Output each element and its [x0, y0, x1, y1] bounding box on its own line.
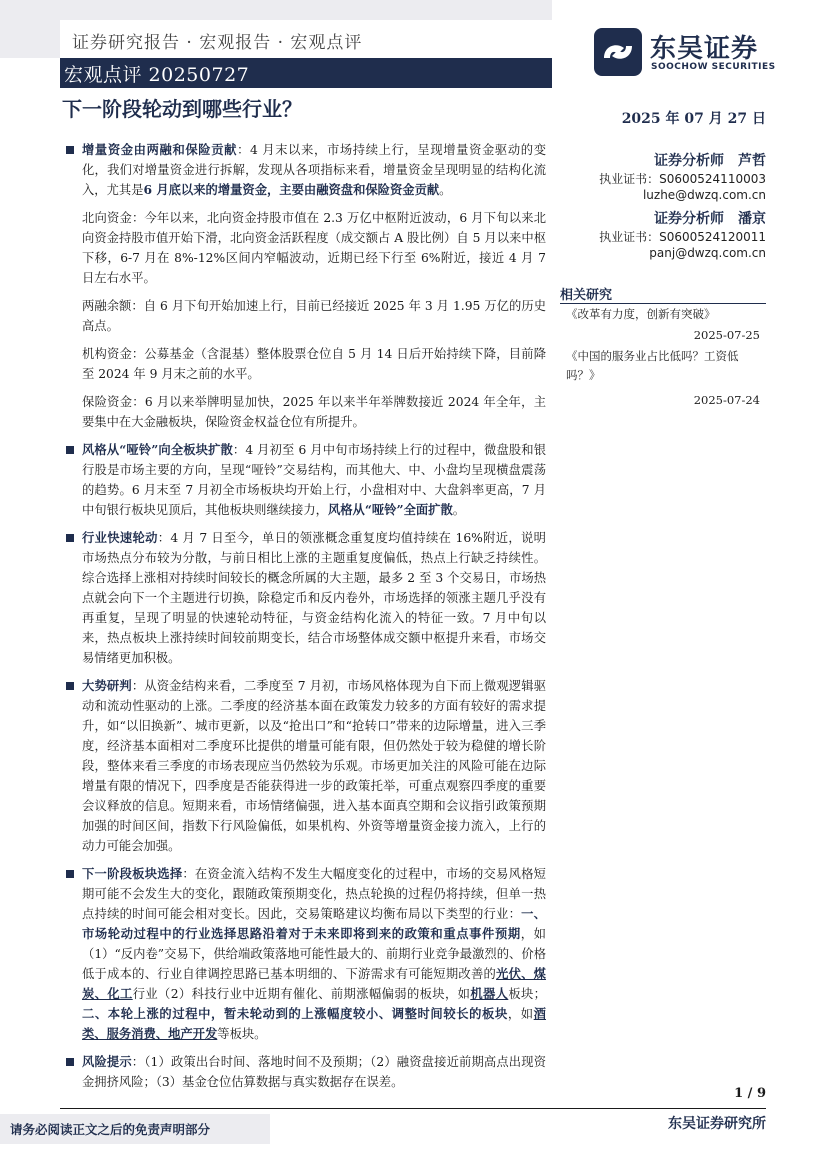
section-text: ：4 月末以来，市场持续上行，呈现增量资金驱动的变化，我们对增量资金进行拆解，发现从各项指标来看，增量资金呈现明显的结构化流入，尤其是 [82, 143, 546, 197]
related-research-item-2[interactable]: 《中国的服务业占比低吗？工资低吗？》 [566, 349, 739, 382]
section-text: ：4 月 7 日至今，单日的领涨概念重复度均值持续在 16%附近，说明市场热点分布较为分散，与前日相比上涨的主题重复度偏低，热点上行缺乏持续性。综合选择上涨相对持续时间较长的概念所属的大主题，最多 2 至 3 个交易日，市场热点就会向下一个主题进行切换，除稳定币和反内卷外，市场选择的领涨主题几乎没有再重复，呈现了明显的快速轮动特征，与资金结构化流入的特征一致。7 月中旬以来，热点板块上涨持续时间较前期变长，结合市场整体成交额中枢提升来看，市场交易情绪更加积极。 [82, 531, 546, 665]
section-text: ：（1）政策出台时间、落地时间不及预期；（2）融资盘接近前期高点出现资金拥挤风险；（3）基金仓位估算数据与真实数据存在误差。 [82, 1055, 546, 1089]
section-text: ：从资金结构来看，二季度至 7 月初，市场风格体现为自下而上微观逻辑驱动和流动性驱动的上涨。二季度的经济基本面在政策发力较多的方面有较好的需求提升，如“以旧换新”、城市更新，以及“抢出口”和“抢转口”带来的边际增量，进入三季度，经济基本面相对二季度环比提供的增量可能有限，但仍然处于较为稳健的增长阶段，整体来看三季度的市场表现应当仍然较为乐观。市场更加关注的风险可能在边际增量有限的情况下，四季度是否能获得进一步的政策托举，可重点观察四季度的重要会议释放的信息。短期来看，市场情绪偏强，进入基本面真空期和会议指引政策预期加强的时间区间，指数下行风险偏低，如果机构、外资等增量资金接力流入，上行的动力可能会加强。 [82, 679, 546, 853]
bullet-square-icon [66, 146, 74, 154]
section-highlight: 风格从“哑铃”全面扩散 [327, 502, 453, 517]
section-highlight: 6 月底以来的增量资金，主要由融资盘和保险资金贡献 [143, 182, 440, 197]
report-date: 2025 年 07 月 27 日 [621, 111, 766, 127]
section-sector-selection [66, 864, 546, 1044]
section-fast-rotation [66, 528, 546, 668]
bullet-square-icon [66, 534, 74, 542]
section-text: 板块； [508, 987, 546, 1001]
footer-divider [60, 1108, 766, 1109]
page-number: 1 / 9 [734, 1086, 766, 1101]
section-risk-warning [66, 1052, 546, 1092]
section-lead: 大势研判 [82, 678, 132, 693]
section-text: ，如 [507, 1007, 534, 1021]
analyst-1-title: 证券分析师 芦哲 [654, 153, 766, 169]
section-text: ，如（1）“反内卷”交易下，供给端政策落地可能性最大的、前期行业竞争最激烈的、价格低于成本的、行业自律调控思路已基本明细的、下游需求有可能短期改善的 [82, 927, 546, 981]
section-text: ：在资金流入结构不发生大幅度变化的过程中，市场的交易风格短期可能不会发生大的变化，跟随政策预期变化，热点轮换的过程仍将持续，但单一热点持续的时间可能会相对变长。因此，交易策略建议均衡布局以下类型的行业： [82, 867, 546, 921]
institute-name: 东吴证券研究所 [668, 1116, 766, 1132]
section-text: 行业（2）科技行业中近期有催化、前期涨幅偏弱的板块，如 [132, 987, 471, 1001]
related-research-item-1[interactable]: 《改革有力度，创新有突破》 [566, 307, 716, 321]
sector-tag: 酒类、服务消费、地产开发 [82, 1006, 546, 1041]
section-lead: 风格从“哑铃”向全板块扩散 [82, 442, 233, 457]
paragraph-margin-balance: 两融余额：自 6 月下旬开始加速上行，目前已经接近 2025 年 3 月 1.95 万亿的历史高点。 [82, 299, 546, 333]
section-lead: 下一阶段板块选择 [82, 866, 183, 881]
related-research-divider [560, 303, 766, 304]
section-highlight: 二、本轮上涨的过程中，暂未轮动到的上涨幅度较小、调整时间较长的板块 [82, 1006, 508, 1021]
sector-tag: 机器人 [470, 986, 509, 1001]
section-lead: 增量资金由两融和保险贡献 [82, 142, 238, 157]
bullet-square-icon [66, 682, 74, 690]
section-text-end: 。 [439, 183, 452, 197]
paragraph-institutional-funds: 机构资金：公募基金（含混基）整体股票仓位自 5 月 14 日后开始持续下降，目前降至 2024 年 9 月末之前的水平。 [82, 347, 546, 381]
section-style-diffusion [66, 440, 546, 520]
section-lead: 风险提示 [82, 1054, 132, 1069]
section-highlight: 一、市场轮动过程中的行业选择思路沿着对于未来即将到来的政策和重点事件预期 [82, 906, 546, 941]
logo-english-name: SOOCHOW SECURITIES [651, 62, 776, 72]
analyst-1-email[interactable]: luzhe@dwzq.com.cn [642, 188, 766, 202]
logo-chinese-name: 东吴证券 [650, 34, 759, 64]
report-series-label: 宏观点评 20250727 [64, 64, 250, 86]
section-text-end: 。 [452, 503, 466, 517]
analyst-2-title: 证券分析师 潘京 [654, 211, 766, 227]
related-research-item-2-date: 2025-07-24 [693, 393, 760, 407]
paragraph-northbound: 北向资金：今年以来，北向资金持股市值在 2.3 万亿中枢附近波动，6 月下旬以来北向资金持股市值开始下滑，北向资金活跃程度（成交额占 A 股比例）自 5 月以来中枢下移，6-7 月在 8%-12%区间内窄幅波动，近期已经下行至 6%附近，接近 4 月 7 日左右水平。 [82, 211, 546, 285]
bullet-square-icon [66, 446, 74, 454]
sector-tag: 光伏、煤炭、化工 [82, 966, 546, 1001]
disclaimer-notice: 请务必阅读正文之后的免责声明部分 [10, 1122, 211, 1137]
report-body [66, 140, 546, 1100]
paragraph-insurance-funds: 保险资金：6 月以来举牌明显加快，2025 年以来半年举牌数接近 2024 年全年，主要集中在大金融板块，保险资金权益仓位有所提升。 [82, 395, 546, 429]
section-text: 等板块。 [217, 1027, 267, 1041]
report-title: 下一阶段轮动到哪些行业？ [62, 97, 302, 121]
related-research-item-1-date: 2025-07-25 [693, 328, 760, 342]
section-lead: 行业快速轮动 [82, 530, 158, 545]
section-market-outlook [66, 676, 546, 856]
bullet-square-icon [66, 870, 74, 878]
report-category-breadcrumb: 证券研究报告 · 宏观报告 · 宏观点评 [72, 33, 363, 53]
analyst-1-license: 执业证书：S0600524110003 [599, 172, 766, 186]
section-incremental-funds [66, 140, 546, 200]
related-research-heading: 相关研究 [560, 288, 613, 303]
analyst-2-license: 执业证书：S0600524120011 [599, 230, 766, 244]
section-text: ：4 月初至 6 月中旬市场持续上行的过程中，微盘股和银行股是市场主要的方向，呈现“哑铃”交易结构，而其他大、中、小盘均呈现横盘震荡的趋势。6 月末至 7 月初全市场板块均开始上行，小盘相对中、大盘斜率更高，7 月中旬银行板块见顶后，其他板块则继续接力， [82, 443, 547, 517]
soochow-logo-icon [594, 28, 642, 76]
analyst-2-email[interactable]: panj@dwzq.com.cn [649, 246, 766, 260]
company-logo [594, 26, 784, 78]
bullet-square-icon [66, 1058, 74, 1066]
